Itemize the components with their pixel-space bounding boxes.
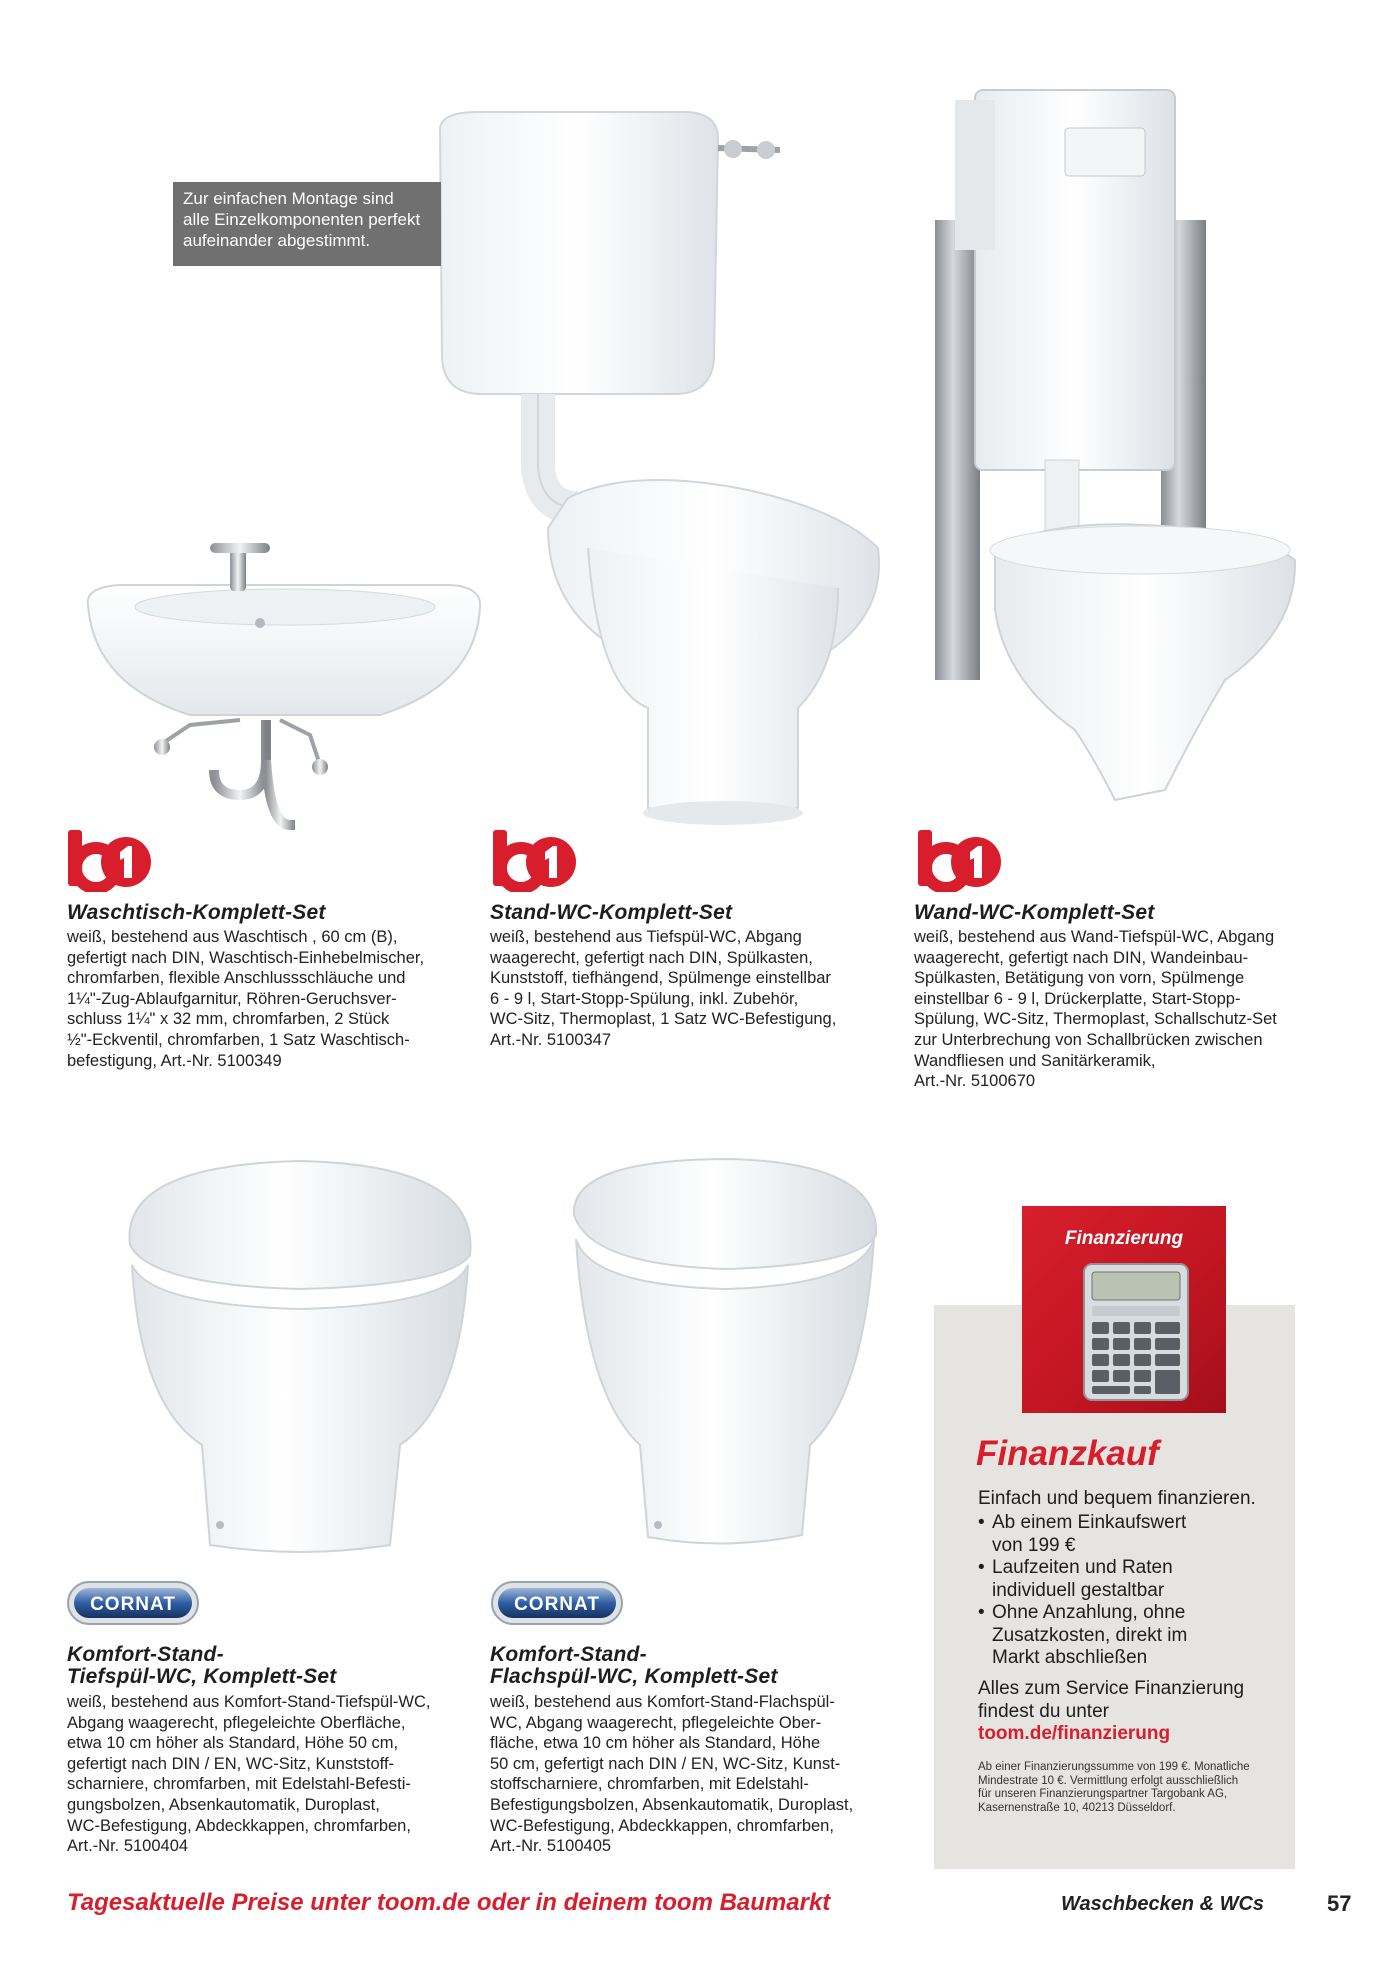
footer-section-title: Waschbecken & WCs bbox=[1061, 1893, 1265, 1915]
product-desc-line: 50 cm, gefertigt nach DIN / EN, WC-Sitz, Kunst- bbox=[490, 1754, 841, 1773]
product-title bbox=[67, 1644, 336, 1688]
finance-benefit-line: Zusatzkosten, direkt im bbox=[992, 1624, 1188, 1646]
finance-badge bbox=[1022, 1206, 1226, 1413]
finance-service-text bbox=[978, 1678, 1244, 1723]
page-number: 57 bbox=[1327, 1891, 1352, 1916]
product-title bbox=[67, 902, 326, 924]
finance-disclaimer-line: Ab einer Finanzierungssumme von 199 €. Monatliche bbox=[978, 1761, 1250, 1773]
product-desc-line: weiß, bestehend aus Komfort-Stand-Flachspül- bbox=[490, 1693, 835, 1711]
product-desc-line: Spülkasten, Betätigung von vorn, Spülmenge bbox=[914, 969, 1245, 988]
product-title-line: Tiefspül-WC, Komplett-Set bbox=[67, 1665, 337, 1688]
note-line: Zur einfachen Montage sind bbox=[183, 189, 394, 208]
cornat-logo-text: CORNAT bbox=[90, 1594, 176, 1615]
product-desc-line: weiß, bestehend aus Wand-Tiefspül-WC, Abgang bbox=[914, 928, 1275, 946]
product-title bbox=[490, 902, 732, 924]
product-description bbox=[67, 927, 424, 1071]
product-desc-line: waagerecht, gefertigt nach DIN, Wandeinbau- bbox=[914, 948, 1249, 967]
product-title-line: Flachspül-WC, Komplett-Set bbox=[490, 1665, 778, 1688]
product-desc-line: weiß, bestehend aus Komfort-Stand-Tiefspül-WC, bbox=[67, 1693, 431, 1711]
product-desc-line: gefertigt nach DIN / EN, WC-Sitz, Kunststoff- bbox=[67, 1754, 395, 1773]
product-desc-line: fläche, etwa 10 cm höher als Standard, Höhe bbox=[490, 1734, 821, 1753]
finance-benefit-line: Markt abschließen bbox=[992, 1647, 1148, 1668]
product-description bbox=[490, 1692, 853, 1857]
product-description bbox=[914, 927, 1277, 1092]
finance-service-line: Alles zum Service Finanzierung bbox=[978, 1678, 1245, 1699]
b1-logo-icon bbox=[66, 826, 152, 892]
product-title-line: Komfort-Stand- bbox=[67, 1643, 224, 1666]
product-desc-line: WC-Befestigung, Abdeckkappen, chromfarben, bbox=[490, 1816, 834, 1835]
product-desc-line: stoffscharniere, chromfarben, mit Edelstahl- bbox=[490, 1775, 809, 1794]
cornat-logo-icon bbox=[490, 1579, 624, 1627]
finance-intro: Einfach und bequem finanzieren. bbox=[978, 1488, 1256, 1509]
product-desc-line: weiß, bestehend aus Tiefspül-WC, Abgang bbox=[490, 928, 802, 946]
product-desc-line: WC, Abgang waagerecht, pflegeleichte Ober- bbox=[490, 1713, 822, 1732]
cornat-logo-icon bbox=[66, 1579, 200, 1627]
product-desc-line: Art.-Nr. 5100670 bbox=[914, 1072, 1036, 1091]
finance-benefit bbox=[978, 1602, 1278, 1670]
footer-tagline: Tagesaktuelle Preise unter toom.de oder in deinem toom Baumarkt bbox=[67, 1889, 831, 1916]
cornat-logo-text: CORNAT bbox=[514, 1594, 600, 1615]
product-desc-line: einstellbar 6 - 9 l, Drückerplatte, Start-Stopp- bbox=[914, 989, 1241, 1008]
calculator-icon bbox=[1082, 1262, 1190, 1402]
komfort-flachspuel-wc-image bbox=[560, 1155, 890, 1555]
product-desc-line: Spülung, WC-Sitz, Thermoplast, Schallschutz-Set bbox=[914, 1010, 1277, 1029]
product-desc-line: Befestigungsbolzen, Absenkautomatik, Duroplast, bbox=[490, 1795, 854, 1814]
product-title bbox=[914, 902, 1154, 924]
product-description bbox=[67, 1692, 430, 1857]
product-desc-line: Art.-Nr. 5100404 bbox=[67, 1837, 189, 1856]
product-title-line: Stand-WC-Komplett-Set bbox=[490, 901, 733, 924]
finance-disclaimer-line: Kasernenstraße 10, 40213 Düsseldorf. bbox=[978, 1801, 1176, 1814]
product-title bbox=[490, 1644, 778, 1688]
stand-wc-image bbox=[418, 108, 888, 828]
product-desc-line: 1¼"-Zug-Ablaufgarnitur, Röhren-Geruchsver- bbox=[67, 989, 397, 1008]
note-line: alle Einzelkomponenten perfekt bbox=[183, 210, 421, 229]
product-desc-line: gungsbolzen, Absenkautomatik, Duroplast, bbox=[67, 1795, 380, 1814]
product-desc-line: etwa 10 cm höher als Standard, Höhe 50 cm, bbox=[67, 1734, 399, 1753]
product-desc-line: Wandfliesen und Sanitärkeramik, bbox=[914, 1051, 1156, 1070]
product-desc-line: Abgang waagerecht, pflegeleichte Oberfläche, bbox=[67, 1713, 406, 1732]
finance-benefit bbox=[978, 1512, 1278, 1557]
finance-benefit bbox=[978, 1557, 1278, 1602]
product-desc-line: Art.-Nr. 5100347 bbox=[490, 1030, 612, 1049]
product-title-line: Wand-WC-Komplett-Set bbox=[914, 901, 1155, 924]
finance-benefit-line: • Ohne Anzahlung, ohne bbox=[992, 1602, 1186, 1623]
finance-benefits-list bbox=[978, 1512, 1278, 1670]
finance-benefit-line: von 199 € bbox=[992, 1534, 1076, 1556]
product-title-line: Komfort-Stand- bbox=[490, 1643, 647, 1666]
komfort-tiefspuel-wc-image bbox=[110, 1155, 490, 1555]
product-desc-line: ½"-Eckventil, chromfarben, 1 Satz Waschtisch- bbox=[67, 1030, 410, 1049]
product-desc-line: weiß, bestehend aus Waschtisch , 60 cm (B), bbox=[67, 928, 398, 946]
product-desc-line: Kunststoff, tiefhängend, Spülmenge einstellbar bbox=[490, 969, 831, 988]
finance-link[interactable]: toom.de/finanzierung bbox=[978, 1723, 1171, 1744]
product-desc-line: schluss 1¼" x 32 mm, chromfarben, 2 Stück bbox=[67, 1010, 390, 1029]
product-desc-line: WC-Befestigung, Abdeckkappen, chromfarben, bbox=[67, 1816, 411, 1835]
finance-benefit-line: • Laufzeiten und Raten bbox=[992, 1557, 1173, 1578]
product-desc-line: scharniere, chromfarben, mit Edelstahl-Befesti- bbox=[67, 1775, 411, 1794]
note-line: aufeinander abgestimmt. bbox=[183, 231, 371, 250]
finance-badge-label: Finanzierung bbox=[1064, 1228, 1184, 1249]
finance-benefit-line: • Ab einem Einkaufswert bbox=[992, 1512, 1187, 1533]
product-desc-line: chromfarben, flexible Anschlussschläuche und bbox=[67, 969, 406, 988]
b1-logo-icon bbox=[916, 826, 1002, 892]
product-description bbox=[490, 927, 836, 1051]
product-desc-line: 6 - 9 l, Start-Stopp-Spülung, inkl. Zubehör, bbox=[490, 989, 799, 1008]
finance-disclaimer-line: Mindestrate 10 €. Vermittlung erfolgt ausschließlich bbox=[978, 1774, 1239, 1787]
wall-wc-image bbox=[925, 70, 1325, 830]
finance-disclaimer bbox=[978, 1761, 1278, 1815]
product-desc-line: Art.-Nr. 5100405 bbox=[490, 1837, 612, 1856]
finance-disclaimer-line: für unseren Finanzierungspartner Targobank AG, bbox=[978, 1788, 1228, 1800]
product-desc-line: waagerecht, gefertigt nach DIN, Spülkasten, bbox=[490, 948, 813, 967]
finance-benefit-line: individuell gestaltbar bbox=[992, 1579, 1165, 1601]
product-desc-line: WC-Sitz, Thermoplast, 1 Satz WC-Befestigung, bbox=[490, 1010, 837, 1029]
finance-heading: Finanzkauf bbox=[976, 1434, 1159, 1473]
finance-service-line: findest du unter bbox=[978, 1700, 1109, 1722]
assembly-note bbox=[173, 182, 441, 266]
product-title-line: Waschtisch-Komplett-Set bbox=[67, 901, 326, 924]
b1-logo-icon bbox=[491, 826, 577, 892]
product-desc-line: befestigung, Art.-Nr. 5100349 bbox=[67, 1051, 282, 1070]
product-desc-line: gefertigt nach DIN, Waschtisch-Einhebelmischer, bbox=[67, 948, 425, 967]
product-desc-line: zur Unterbrechung von Schallbrücken zwischen bbox=[914, 1030, 1263, 1049]
